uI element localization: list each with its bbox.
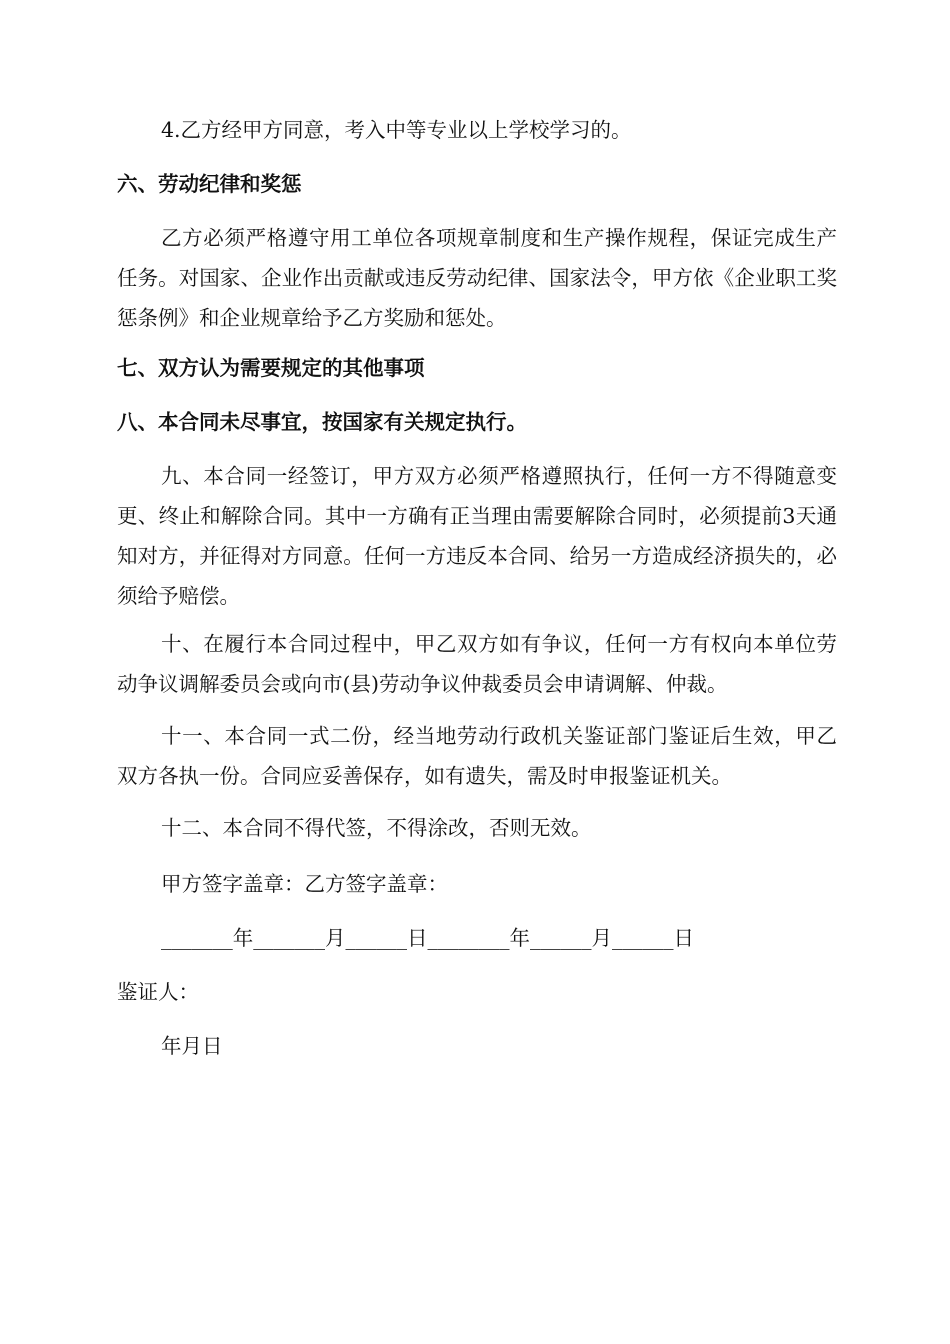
section-12-body: 十二、本合同不得代签，不得涂改，否则无效。 xyxy=(161,816,592,840)
signature-line: 甲方签字盖章：乙方签字盖章： xyxy=(161,872,448,896)
section-7-heading: 七、双方认为需要规定的其他事项 xyxy=(117,356,425,380)
date-fill-line: _______年_______月______日________年______月______日 xyxy=(161,926,694,950)
verifier-label: 鉴证人： xyxy=(117,980,199,1004)
verifier-date: 年月日 xyxy=(161,1034,223,1058)
section-9-body: 九、本合同一经签订，甲方双方必须严格遵照执行，任何一方不得随意变更、终止和解除合同。其中一方确有正当理由需要解除合同时，必须提前3天通知对方，并征得对方同意。任何一方违反本合同、给另一方造成经济损失的，必须给予赔偿。 xyxy=(117,464,837,608)
section-10-body: 十、在履行本合同过程中，甲乙双方如有争议，任何一方有权向本单位劳动争议调解委员会或向市(县)劳动争议仲裁委员会申请调解、仲裁。 xyxy=(117,632,837,696)
section-8-heading: 八、本合同未尽事宜，按国家有关规定执行。 xyxy=(117,410,527,434)
clause-5-item-4: 4.乙方经甲方同意，考入中等专业以上学校学习的。 xyxy=(161,118,632,142)
section-6-body: 乙方必须严格遵守用工单位各项规章制度和生产操作规程，保证完成生产任务。对国家、企业作出贡献或违反劳动纪律、国家法令，甲方依《企业职工奖惩条例》和企业规章给予乙方奖励和惩处。 xyxy=(117,226,837,330)
section-6-heading: 六、劳动纪律和奖惩 xyxy=(117,172,302,196)
section-11-body: 十一、本合同一式二份，经当地劳动行政机关鉴证部门鉴证后生效，甲乙双方各执一份。合同应妥善保存，如有遗失，需及时申报鉴证机关。 xyxy=(117,724,837,788)
